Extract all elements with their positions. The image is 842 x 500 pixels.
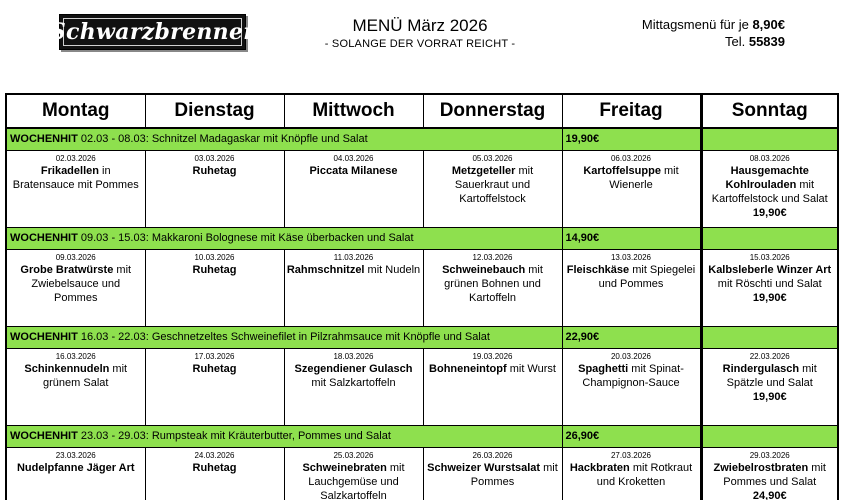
dish-name: Schinkennudeln bbox=[24, 362, 110, 375]
day-header: Freitag bbox=[562, 94, 701, 128]
dish-cell bbox=[562, 150, 701, 227]
lunch-price-line bbox=[642, 16, 785, 33]
dish-name: Bohneneintopf bbox=[429, 362, 507, 375]
dish-date: 25.03.2026 bbox=[333, 450, 374, 460]
lunch-price-label: Mittagsmenü für je bbox=[641, 17, 753, 32]
wochenhit-empty-cell bbox=[701, 227, 838, 249]
dish-date: 15.03.2026 bbox=[749, 252, 790, 262]
dish-date: 10.03.2026 bbox=[194, 252, 235, 262]
dish-sides: mit grünem Salat bbox=[43, 362, 128, 389]
dish-name: Ruhetag bbox=[192, 362, 237, 375]
dish-sides: mit Kartoffelstock und Salat bbox=[711, 178, 828, 205]
dish-description bbox=[426, 461, 560, 489]
dish-description bbox=[705, 461, 836, 489]
dish-name: Kalbsleberle Winzer Art bbox=[708, 263, 832, 276]
dish-price: 19,90€ bbox=[752, 206, 787, 219]
dish-name: Piccata Milanese bbox=[309, 164, 398, 177]
dish-name: Grobe Bratwürste bbox=[20, 263, 114, 276]
wochenhit-label: WOCHENHIT bbox=[10, 232, 78, 244]
dish-sides: mit Spätzle und Salat bbox=[726, 362, 817, 389]
dish-row bbox=[6, 447, 838, 500]
dish-date: 26.03.2026 bbox=[472, 450, 513, 460]
dish-date: 17.03.2026 bbox=[194, 351, 235, 361]
dish-date: 03.03.2026 bbox=[194, 153, 235, 163]
dish-price: 24,90€ bbox=[752, 489, 787, 500]
dish-name: Hackbraten bbox=[569, 461, 630, 474]
restaurant-logo bbox=[49, 14, 256, 50]
dish-name: Ruhetag bbox=[192, 263, 237, 276]
dish-description bbox=[148, 461, 282, 475]
price-info bbox=[642, 16, 785, 50]
dish-price: 19,90€ bbox=[752, 291, 787, 304]
dish-name: Schweinebraten bbox=[302, 461, 387, 474]
wochenhit-price: 19,90€ bbox=[562, 128, 701, 150]
dish-description bbox=[565, 164, 698, 192]
dish-cell bbox=[6, 249, 145, 326]
dish-date: 05.03.2026 bbox=[472, 153, 513, 163]
menu-title: MENÜ März 2026 bbox=[352, 16, 488, 35]
dish-cell bbox=[145, 150, 284, 227]
dish-sides: mit Wurst bbox=[506, 362, 556, 375]
wochenhit-row bbox=[6, 128, 838, 150]
day-header-row bbox=[6, 94, 838, 128]
wochenhit-description: 02.03 - 08.03: Schnitzel Madagaskar mit Knöpfle und Salat bbox=[77, 133, 368, 146]
dish-sides: mit Pommes und Salat bbox=[723, 461, 826, 488]
dish-description bbox=[148, 263, 282, 277]
day-header: Sonntag bbox=[701, 94, 838, 128]
dish-cell bbox=[423, 348, 562, 425]
dish-description bbox=[705, 362, 836, 390]
dish-sides: mit Sauerkraut und Kartoffelstock bbox=[454, 164, 534, 205]
dish-name: Ruhetag bbox=[192, 164, 237, 177]
dish-sides: mit Spiegelei und Pommes bbox=[598, 263, 696, 290]
dish-name: Ruhetag bbox=[192, 461, 237, 474]
wochenhit-description: 16.03 - 22.03: Geschnetzeltes Schweinefilet in Pilzrahmsauce mit Knöpfle und Salat bbox=[77, 331, 490, 343]
dish-name: Spaghetti bbox=[578, 362, 629, 375]
dish-description bbox=[705, 263, 836, 291]
day-header: Dienstag bbox=[145, 94, 284, 128]
dish-cell bbox=[284, 249, 423, 326]
logo-text: Schwarzbrenner bbox=[49, 19, 256, 45]
wochenhit-description: 23.03 - 29.03: Rumpsteak mit Kräuterbutter, Pommes und Salat bbox=[77, 430, 391, 442]
dish-date: 06.03.2026 bbox=[610, 153, 652, 163]
dish-sides: in Bratensauce mit Pommes bbox=[12, 164, 139, 191]
dish-description bbox=[565, 461, 698, 489]
dish-row bbox=[6, 348, 838, 425]
dish-description bbox=[287, 461, 421, 500]
dish-description bbox=[148, 164, 282, 178]
dish-name: Nudelpfanne Jäger Art bbox=[16, 461, 135, 474]
dish-date: 16.03.2026 bbox=[55, 351, 96, 361]
wochenhit-row bbox=[6, 227, 838, 249]
dish-name: Schweizer Wurstsalat bbox=[427, 461, 541, 474]
dish-description bbox=[705, 164, 836, 206]
dish-date: 13.03.2026 bbox=[610, 252, 652, 262]
wochenhit-text bbox=[6, 227, 562, 249]
dish-cell bbox=[284, 348, 423, 425]
dish-description bbox=[565, 362, 698, 390]
dish-sides: mit Wienerle bbox=[609, 164, 679, 191]
dish-description bbox=[565, 263, 698, 291]
dish-name: Hausgemachte Kohlrouladen bbox=[725, 164, 809, 191]
wochenhit-price: 26,90€ bbox=[562, 425, 701, 447]
lunch-price-value: 8,90€ bbox=[752, 17, 785, 32]
dish-cell bbox=[701, 249, 838, 326]
dish-name: Metzgeteller bbox=[451, 164, 516, 177]
dish-name: Kartoffelsuppe bbox=[583, 164, 661, 177]
dish-description bbox=[9, 461, 143, 475]
dish-date: 24.03.2026 bbox=[194, 450, 235, 460]
dish-cell bbox=[145, 447, 284, 500]
dish-cell bbox=[423, 447, 562, 500]
wochenhit-text bbox=[6, 326, 562, 348]
dish-date: 29.03.2026 bbox=[749, 450, 790, 460]
dish-date: 08.03.2026 bbox=[749, 153, 790, 163]
dish-date: 27.03.2026 bbox=[610, 450, 652, 460]
dish-name: Rindergulasch bbox=[722, 362, 800, 375]
dish-cell bbox=[6, 348, 145, 425]
wochenhit-text bbox=[6, 425, 562, 447]
dish-sides: mit Röschti und Salat bbox=[717, 277, 822, 290]
dish-date: 04.03.2026 bbox=[333, 153, 374, 163]
wochenhit-label: WOCHENHIT bbox=[10, 331, 78, 343]
dish-date: 23.03.2026 bbox=[55, 450, 96, 460]
dish-cell bbox=[423, 150, 562, 227]
dish-description bbox=[426, 164, 560, 206]
dish-date: 02.03.2026 bbox=[55, 153, 96, 163]
dish-cell bbox=[284, 150, 423, 227]
menu-title-block bbox=[300, 16, 540, 50]
dish-sides: mit Rotkraut und Kroketten bbox=[596, 461, 693, 488]
dish-name: Frikadellen bbox=[40, 164, 99, 177]
dish-description bbox=[9, 164, 143, 192]
dish-cell bbox=[423, 249, 562, 326]
dish-cell bbox=[6, 150, 145, 227]
dish-date: 22.03.2026 bbox=[749, 351, 790, 361]
dish-description bbox=[287, 164, 421, 178]
dish-name: Rahmschnitzel bbox=[286, 263, 365, 276]
dish-description bbox=[287, 263, 421, 277]
dish-cell bbox=[6, 447, 145, 500]
dish-cell bbox=[145, 348, 284, 425]
wochenhit-row bbox=[6, 425, 838, 447]
dish-sides: mit Lauchgemüse und Salzkartoffeln bbox=[308, 461, 405, 500]
dish-name: Szegendiener Gulasch bbox=[294, 362, 413, 375]
wochenhit-row bbox=[6, 326, 838, 348]
dish-cell bbox=[701, 348, 838, 425]
dish-name: Fleischkäse bbox=[566, 263, 630, 276]
dish-cell bbox=[562, 447, 701, 500]
wochenhit-price: 22,90€ bbox=[562, 326, 701, 348]
dish-price: 19,90€ bbox=[752, 390, 787, 403]
wochenhit-text bbox=[6, 128, 562, 150]
wochenhit-price: 14,90€ bbox=[562, 227, 701, 249]
wochenhit-empty-cell bbox=[701, 425, 838, 447]
dish-date: 09.03.2026 bbox=[55, 252, 96, 262]
dish-description bbox=[426, 263, 560, 305]
dish-sides: mit Pommes bbox=[470, 461, 558, 488]
dish-cell bbox=[145, 249, 284, 326]
phone-label: Tel. bbox=[725, 34, 749, 49]
dish-name: Schweinebauch bbox=[442, 263, 526, 276]
dish-sides: mit Salzkartoffeln bbox=[311, 376, 396, 389]
day-header: Montag bbox=[6, 94, 145, 128]
wochenhit-empty-cell bbox=[701, 326, 838, 348]
menu-table bbox=[5, 93, 839, 500]
day-header: Mittwoch bbox=[284, 94, 423, 128]
day-header: Donnerstag bbox=[423, 94, 562, 128]
dish-sides: mit Spinat-Champignon-Sauce bbox=[582, 362, 684, 389]
dish-description bbox=[9, 263, 143, 305]
dish-description bbox=[148, 362, 282, 376]
dish-name: Zwiebelrostbraten bbox=[713, 461, 809, 474]
wochenhit-label: WOCHENHIT bbox=[10, 430, 78, 442]
dish-sides: mit Nudeln bbox=[364, 263, 421, 276]
dish-sides: mit Zwiebelsauce und Pommes bbox=[31, 263, 132, 304]
dish-row bbox=[6, 249, 838, 326]
dish-date: 12.03.2026 bbox=[472, 252, 513, 262]
wochenhit-description: 09.03 - 15.03: Makkaroni Bolognese mit Käse überbacken und Salat bbox=[77, 232, 414, 244]
dish-cell bbox=[284, 447, 423, 500]
phone-value: 55839 bbox=[748, 34, 785, 49]
dish-date: 20.03.2026 bbox=[610, 351, 652, 361]
dish-description bbox=[9, 362, 143, 390]
dish-date: 19.03.2026 bbox=[472, 351, 513, 361]
dish-date: 11.03.2026 bbox=[333, 252, 374, 262]
wochenhit-empty-cell bbox=[701, 128, 838, 150]
dish-cell bbox=[562, 348, 701, 425]
dish-date: 18.03.2026 bbox=[333, 351, 374, 361]
wochenhit-label: WOCHENHIT bbox=[10, 133, 78, 146]
phone-line bbox=[642, 33, 785, 50]
dish-cell bbox=[701, 447, 838, 500]
dish-row bbox=[6, 150, 838, 227]
dish-cell bbox=[701, 150, 838, 227]
dish-sides: mit grünen Bohnen und Kartoffeln bbox=[444, 263, 543, 304]
menu-subtitle: - SOLANGE DER VORRAT REICHT - bbox=[324, 38, 516, 50]
dish-description bbox=[287, 362, 421, 390]
dish-cell bbox=[562, 249, 701, 326]
dish-description bbox=[426, 362, 560, 376]
